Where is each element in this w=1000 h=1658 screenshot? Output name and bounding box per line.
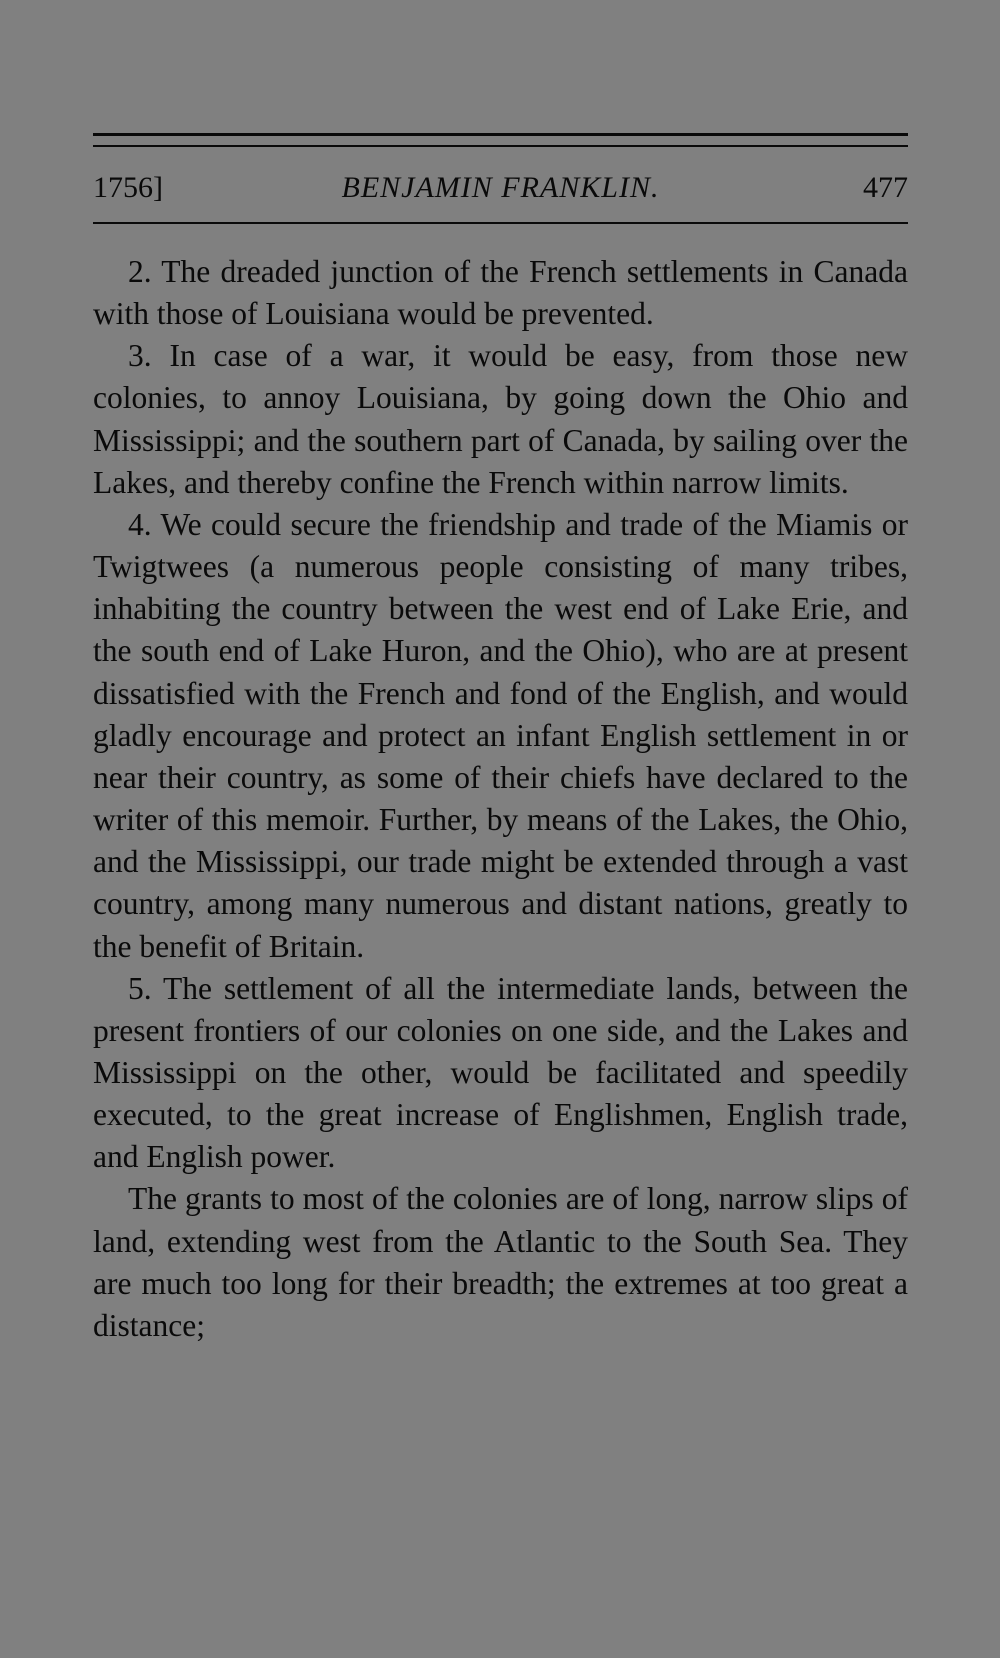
top-rule-thin xyxy=(93,145,908,147)
header-year: 1756] xyxy=(93,171,163,204)
page-number: 477 xyxy=(863,171,908,204)
body-text xyxy=(93,251,908,1347)
paragraph-3: 3. In case of a war, it would be easy, from those new colonies, to annoy Louisiana, by going down the Ohio and Mississippi; and the southern part of Canada, by sailing over the Lakes, and thereby confine the French within narrow limits. xyxy=(93,338,908,500)
header-title: BENJAMIN FRANKLIN. xyxy=(341,171,660,204)
running-head xyxy=(93,168,908,208)
top-rule-thick xyxy=(93,133,908,136)
paragraph-grants: The grants to most of the colonies are of long, narrow slips of land, extending west from the Atlantic to the South Sea. They are much too long for their breadth; the extremes at too great a distance; xyxy=(93,1181,908,1343)
paragraph-4: 4. We could secure the friendship and trade of the Miamis or Twigtwees (a numerous people consisting of many tribes, inhabiting the country between the west end of Lake Erie, and the south end of Lake Huron, and the Ohio), who are at present dissatisfied with the French and fond of the English, and would gladly encourage and protect an infant English settlement in or near their country, as some of their chiefs have declared to the writer of this memoir. Further, by means of the Lakes, the Ohio, and the Mississippi, our trade might be extended through a vast country, among many numerous and distant nations, greatly to the benefit of Britain. xyxy=(93,506,908,964)
book-page xyxy=(93,0,908,1658)
paragraph-2: 2. The dreaded junction of the French settlements in Canada with those of Louisiana would be prevented. xyxy=(93,254,908,332)
paragraph-5: 5. The settlement of all the intermediate lands, between the present frontiers of our colonies on one side, and the Lakes and Mississippi on the other, would be facilitated and speedily executed, to the great increase of Englishmen, English trade, and English power. xyxy=(93,970,908,1175)
header-rule xyxy=(93,222,908,224)
